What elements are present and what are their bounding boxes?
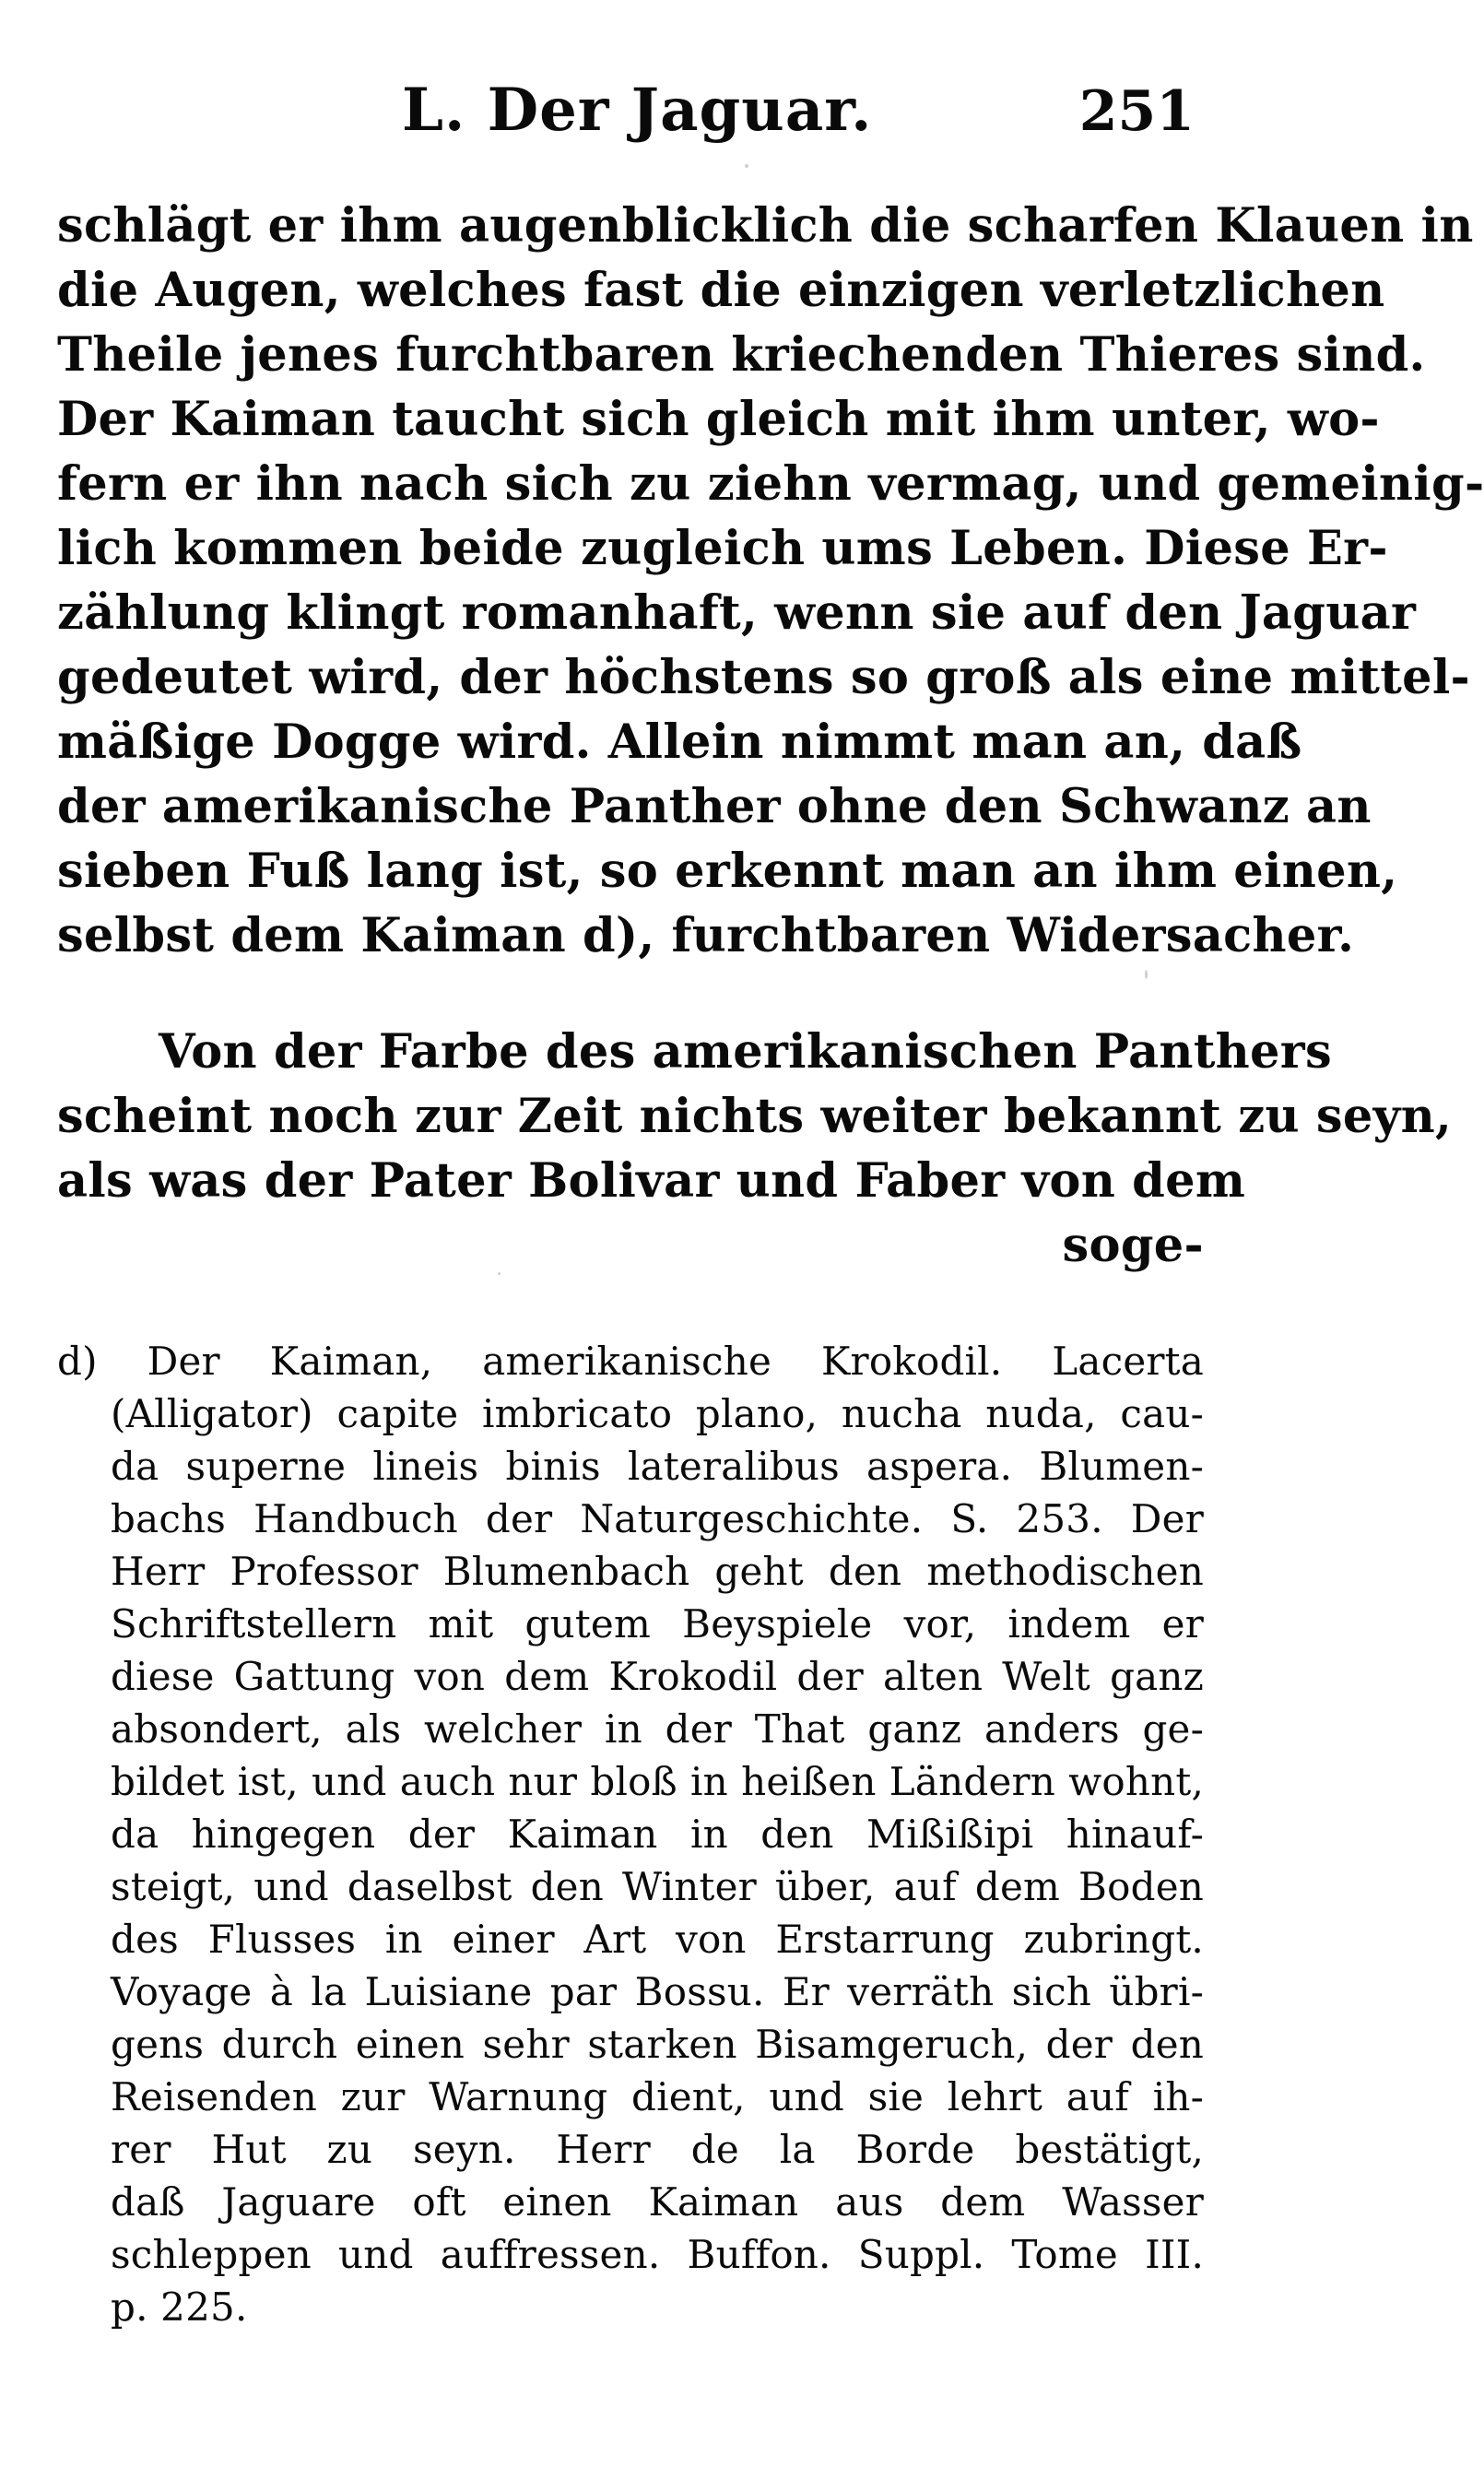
footnote-line: bildet ist, und auch nur bloß in heißen Ländern wohnt,: [111, 1759, 1204, 1804]
footnote-line: Herr Professor Blumenbach geht den methodischen: [111, 1549, 1204, 1594]
footnote-line: p. 225.: [111, 2284, 248, 2330]
footnote-line: da superne lineis binis lateralibus aspera. Blumen-: [111, 1444, 1204, 1489]
text-line: mäßige Dogge wird. Allein nimmt man an, daß: [57, 714, 1302, 770]
paragraph-2: [57, 1020, 1453, 1278]
text-line: als was der Pater Bolivar und Faber von dem: [57, 1153, 1246, 1209]
footnote-line: Reisenden zur Warnung dient, und sie lehrt auf ih-: [111, 2074, 1204, 2119]
footnote-line: Voyage à la Luisiane par Bossu. Er verräth sich übri-: [111, 1969, 1204, 2014]
catchword: soge-: [1062, 1218, 1204, 1273]
footnote-d: [57, 1335, 1204, 2333]
footnote-line: schleppen und auffressen. Buffon. Suppl. Tome III.: [111, 2232, 1204, 2277]
ink-speck: [498, 1272, 501, 1275]
page-number: 251: [1078, 79, 1195, 144]
footnote-line: daß Jaguare oft einen Kaiman aus dem Wasser: [111, 2179, 1204, 2225]
footnote-line: absondert, als welcher in der That ganz anders ge-: [111, 1706, 1204, 1752]
ink-speck: [745, 164, 748, 168]
footnote-line: rer Hut zu seyn. Herr de la Borde bestätigt,: [111, 2127, 1204, 2172]
text-line: fern er ihn nach sich zu ziehn vermag, und gemeinig-: [57, 456, 1484, 512]
paragraph-1: [57, 194, 1484, 968]
text-line: lich kommen beide zugleich ums Leben. Diese Er-: [57, 521, 1388, 576]
footnote-line: d) Der Kaiman, amerikanische Krokodil. Lacerta: [57, 1339, 1204, 1384]
text-line: der amerikanische Panther ohne den Schwanz an: [57, 779, 1372, 834]
footnote-line: steigt, und daselbst den Winter über, auf dem Boden: [111, 1864, 1204, 1909]
text-line: Von der Farbe des amerikanischen Panthers: [159, 1024, 1332, 1080]
footnote-line: bachs Handbuch der Naturgeschichte. S. 253. Der: [111, 1496, 1204, 1541]
text-line: selbst dem Kaiman d), furchtbaren Widersacher.: [57, 908, 1355, 963]
footnote-line: gens durch einen sehr starken Bisamgeruch, der den: [111, 2022, 1204, 2067]
footnote-line: (Alligator) capite imbricato plano, nucha nuda, cau-: [111, 1391, 1204, 1436]
text-line: die Augen, welches fast die einzigen verletzlichen: [57, 263, 1385, 318]
running-header: [55, 76, 1206, 159]
text-line: schlägt er ihm augenblicklich die scharfen Klauen in: [57, 198, 1474, 254]
footnote-line: des Flusses in einer Art von Erstarrung zubringt.: [111, 1917, 1204, 1962]
footnote-line: da hingegen der Kaiman in den Mißißipi hinauf-: [111, 1812, 1204, 1857]
text-line: sieben Fuß lang ist, so erkennt man an ihm einen,: [57, 844, 1398, 899]
text-line: Der Kaiman taucht sich gleich mit ihm unter, wo-: [57, 392, 1380, 447]
text-line: scheint noch zur Zeit nichts weiter bekannt zu seyn,: [57, 1089, 1453, 1144]
text-line: zählung klingt romanhaft, wenn sie auf den Jaguar: [57, 585, 1417, 641]
text-line: gedeutet wird, der höchstens so groß als eine mittel-: [57, 650, 1471, 705]
footnote-line: diese Gattung von dem Krokodil der alten Welt ganz: [111, 1654, 1204, 1699]
text-line: Theile jenes furchtbaren kriechenden Thieres sind.: [57, 327, 1426, 383]
footnote-line: Schriftstellern mit gutem Beyspiele vor, indem er: [111, 1601, 1204, 1647]
chapter-title: L. Der Jaguar.: [402, 76, 873, 145]
ink-speck: [1145, 970, 1148, 979]
